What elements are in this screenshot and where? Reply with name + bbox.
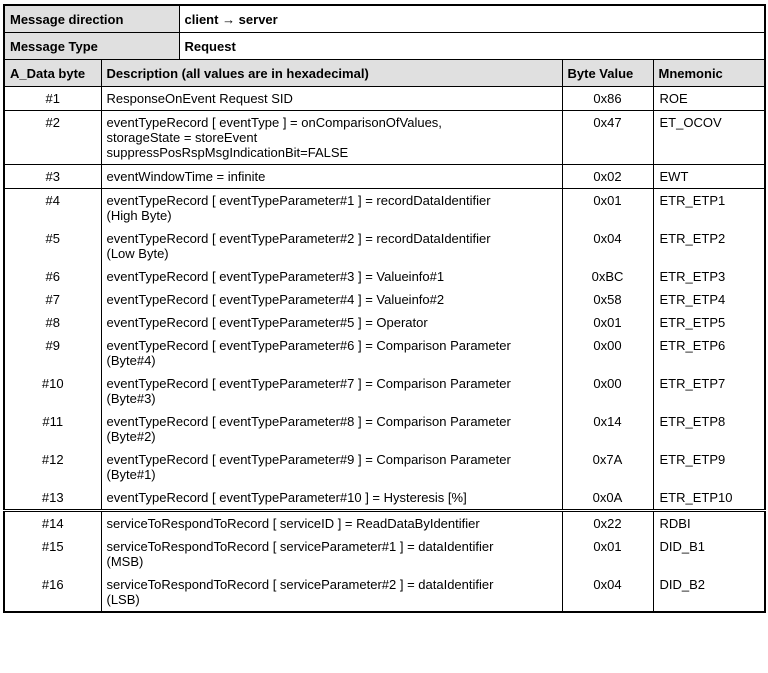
data-byte-cell: #15 [4,535,101,573]
description-line: eventTypeRecord [ eventTypeParameter#2 ] = recordDataIdentifier [106,231,491,246]
data-byte-cell: #10 [4,372,101,410]
description-line: eventTypeRecord [ eventTypeParameter#9 ] = Comparison Parameter [106,452,511,467]
mnemonic-cell: ETR_ETP6 [653,334,765,372]
description-cell [101,486,562,511]
mnemonic-cell: ETR_ETP3 [653,265,765,288]
header-byte-value: Byte Value [562,60,653,87]
byte-value-cell: 0x01 [562,311,653,334]
data-byte-cell: #13 [4,486,101,511]
data-byte-cell: #12 [4,448,101,486]
description-line: eventTypeRecord [ eventTypeParameter#4 ] = Valueinfo#2 [106,292,445,307]
byte-value-cell: 0xBC [562,265,653,288]
data-byte-cell: #11 [4,410,101,448]
description-line: storageState = storeEvent [106,130,258,145]
mnemonic-cell: ETR_ETP7 [653,372,765,410]
table-row [4,486,765,511]
table-row [4,372,765,410]
header-description: Description (all values are in hexadecimal) [101,60,562,87]
byte-value-cell: 0x58 [562,288,653,311]
table-row [4,165,765,189]
description-line: eventTypeRecord [ eventTypeParameter#7 ] = Comparison Parameter [106,376,511,391]
table-row [4,87,765,111]
description-cell [101,227,562,265]
roe-request-table [3,4,766,613]
mnemonic-cell: ETR_ETP5 [653,311,765,334]
data-byte-cell: #8 [4,311,101,334]
description-line: eventTypeRecord [ eventTypeParameter#3 ] = Valueinfo#1 [106,269,445,284]
mnemonic-cell: ETR_ETP8 [653,410,765,448]
mnemonic-cell: ETR_ETP1 [653,189,765,228]
description-cell [101,511,562,536]
table-row [4,448,765,486]
table-row [4,288,765,311]
description-line: (Byte#3) [106,391,156,406]
mnemonic-cell: RDBI [653,511,765,536]
table-row [4,111,765,165]
byte-value-cell: 0x04 [562,573,653,612]
data-byte-cell: #2 [4,111,101,165]
table-row [4,535,765,573]
description-cell [101,535,562,573]
table-row [4,311,765,334]
byte-value-cell: 0x04 [562,227,653,265]
description-line: (LSB) [106,592,140,607]
data-byte-cell: #4 [4,189,101,228]
description-cell [101,573,562,612]
description-line: (High Byte) [106,208,172,223]
mnemonic-cell: ETR_ETP9 [653,448,765,486]
data-byte-cell: #7 [4,288,101,311]
description-line: serviceToRespondToRecord [ serviceParameter#2 ] = dataIdentifier [106,577,494,592]
description-line: eventTypeRecord [ eventType ] = onComparisonOfValues, [106,115,442,130]
byte-value-cell: 0x86 [562,87,653,111]
byte-value-cell: 0x22 [562,511,653,536]
description-cell [101,448,562,486]
data-byte-cell: #16 [4,573,101,612]
description-cell [101,165,562,189]
description-line: (Low Byte) [106,246,169,261]
description-cell [101,372,562,410]
byte-value-cell: 0x00 [562,334,653,372]
description-line: ResponseOnEvent Request SID [106,91,293,106]
description-cell [101,311,562,334]
mnemonic-cell: EWT [653,165,765,189]
description-line: suppressPosRspMsgIndicationBit=FALSE [106,145,349,160]
description-line: eventTypeRecord [ eventTypeParameter#5 ] = Operator [106,315,428,330]
byte-value-cell: 0x01 [562,535,653,573]
mnemonic-cell: ROE [653,87,765,111]
description-line: eventTypeRecord [ eventTypeParameter#10 ] = Hysteresis [%] [106,490,467,505]
byte-value-cell: 0x00 [562,372,653,410]
table-row [4,511,765,536]
message-direction-row [4,5,765,33]
message-type-row [4,33,765,60]
description-line: eventTypeRecord [ eventTypeParameter#8 ] = Comparison Parameter [106,414,511,429]
description-line: (Byte#4) [106,353,156,368]
message-type-value: Request [179,33,765,60]
description-line: eventWindowTime = infinite [106,169,266,184]
table-row [4,189,765,228]
mnemonic-cell: ETR_ETP10 [653,486,765,511]
description-line: eventTypeRecord [ eventTypeParameter#6 ] = Comparison Parameter [106,338,511,353]
message-direction-label: Message direction [4,5,179,33]
table-row [4,227,765,265]
table-row [4,410,765,448]
mnemonic-cell: ETR_ETP2 [653,227,765,265]
description-cell [101,189,562,228]
description-cell [101,265,562,288]
byte-value-cell: 0x01 [562,189,653,228]
mnemonic-cell: DID_B1 [653,535,765,573]
message-type-label: Message Type [4,33,179,60]
description-cell [101,288,562,311]
byte-value-cell: 0x02 [562,165,653,189]
description-cell [101,334,562,372]
table-row [4,334,765,372]
data-byte-cell: #3 [4,165,101,189]
data-byte-cell: #5 [4,227,101,265]
description-line: eventTypeRecord [ eventTypeParameter#1 ] = recordDataIdentifier [106,193,491,208]
table-header-row [4,60,765,87]
description-line: serviceToRespondToRecord [ serviceParameter#1 ] = dataIdentifier [106,539,494,554]
description-cell [101,87,562,111]
header-mnemonic: Mnemonic [653,60,765,87]
description-line: (MSB) [106,554,144,569]
table-row [4,573,765,612]
table-row [4,265,765,288]
byte-value-cell: 0x0A [562,486,653,511]
mnemonic-cell: ETR_ETP4 [653,288,765,311]
message-direction-value: client → server [179,5,765,33]
byte-value-cell: 0x47 [562,111,653,165]
description-cell [101,410,562,448]
header-data-byte: A_Data byte [4,60,101,87]
data-byte-cell: #14 [4,511,101,536]
mnemonic-cell: ET_OCOV [653,111,765,165]
description-line: (Byte#2) [106,429,156,444]
byte-value-cell: 0x7A [562,448,653,486]
data-byte-cell: #1 [4,87,101,111]
description-cell [101,111,562,165]
byte-value-cell: 0x14 [562,410,653,448]
data-byte-cell: #6 [4,265,101,288]
data-byte-cell: #9 [4,334,101,372]
mnemonic-cell: DID_B2 [653,573,765,612]
description-line: (Byte#1) [106,467,156,482]
description-line: serviceToRespondToRecord [ serviceID ] = ReadDataByIdentifier [106,516,480,531]
